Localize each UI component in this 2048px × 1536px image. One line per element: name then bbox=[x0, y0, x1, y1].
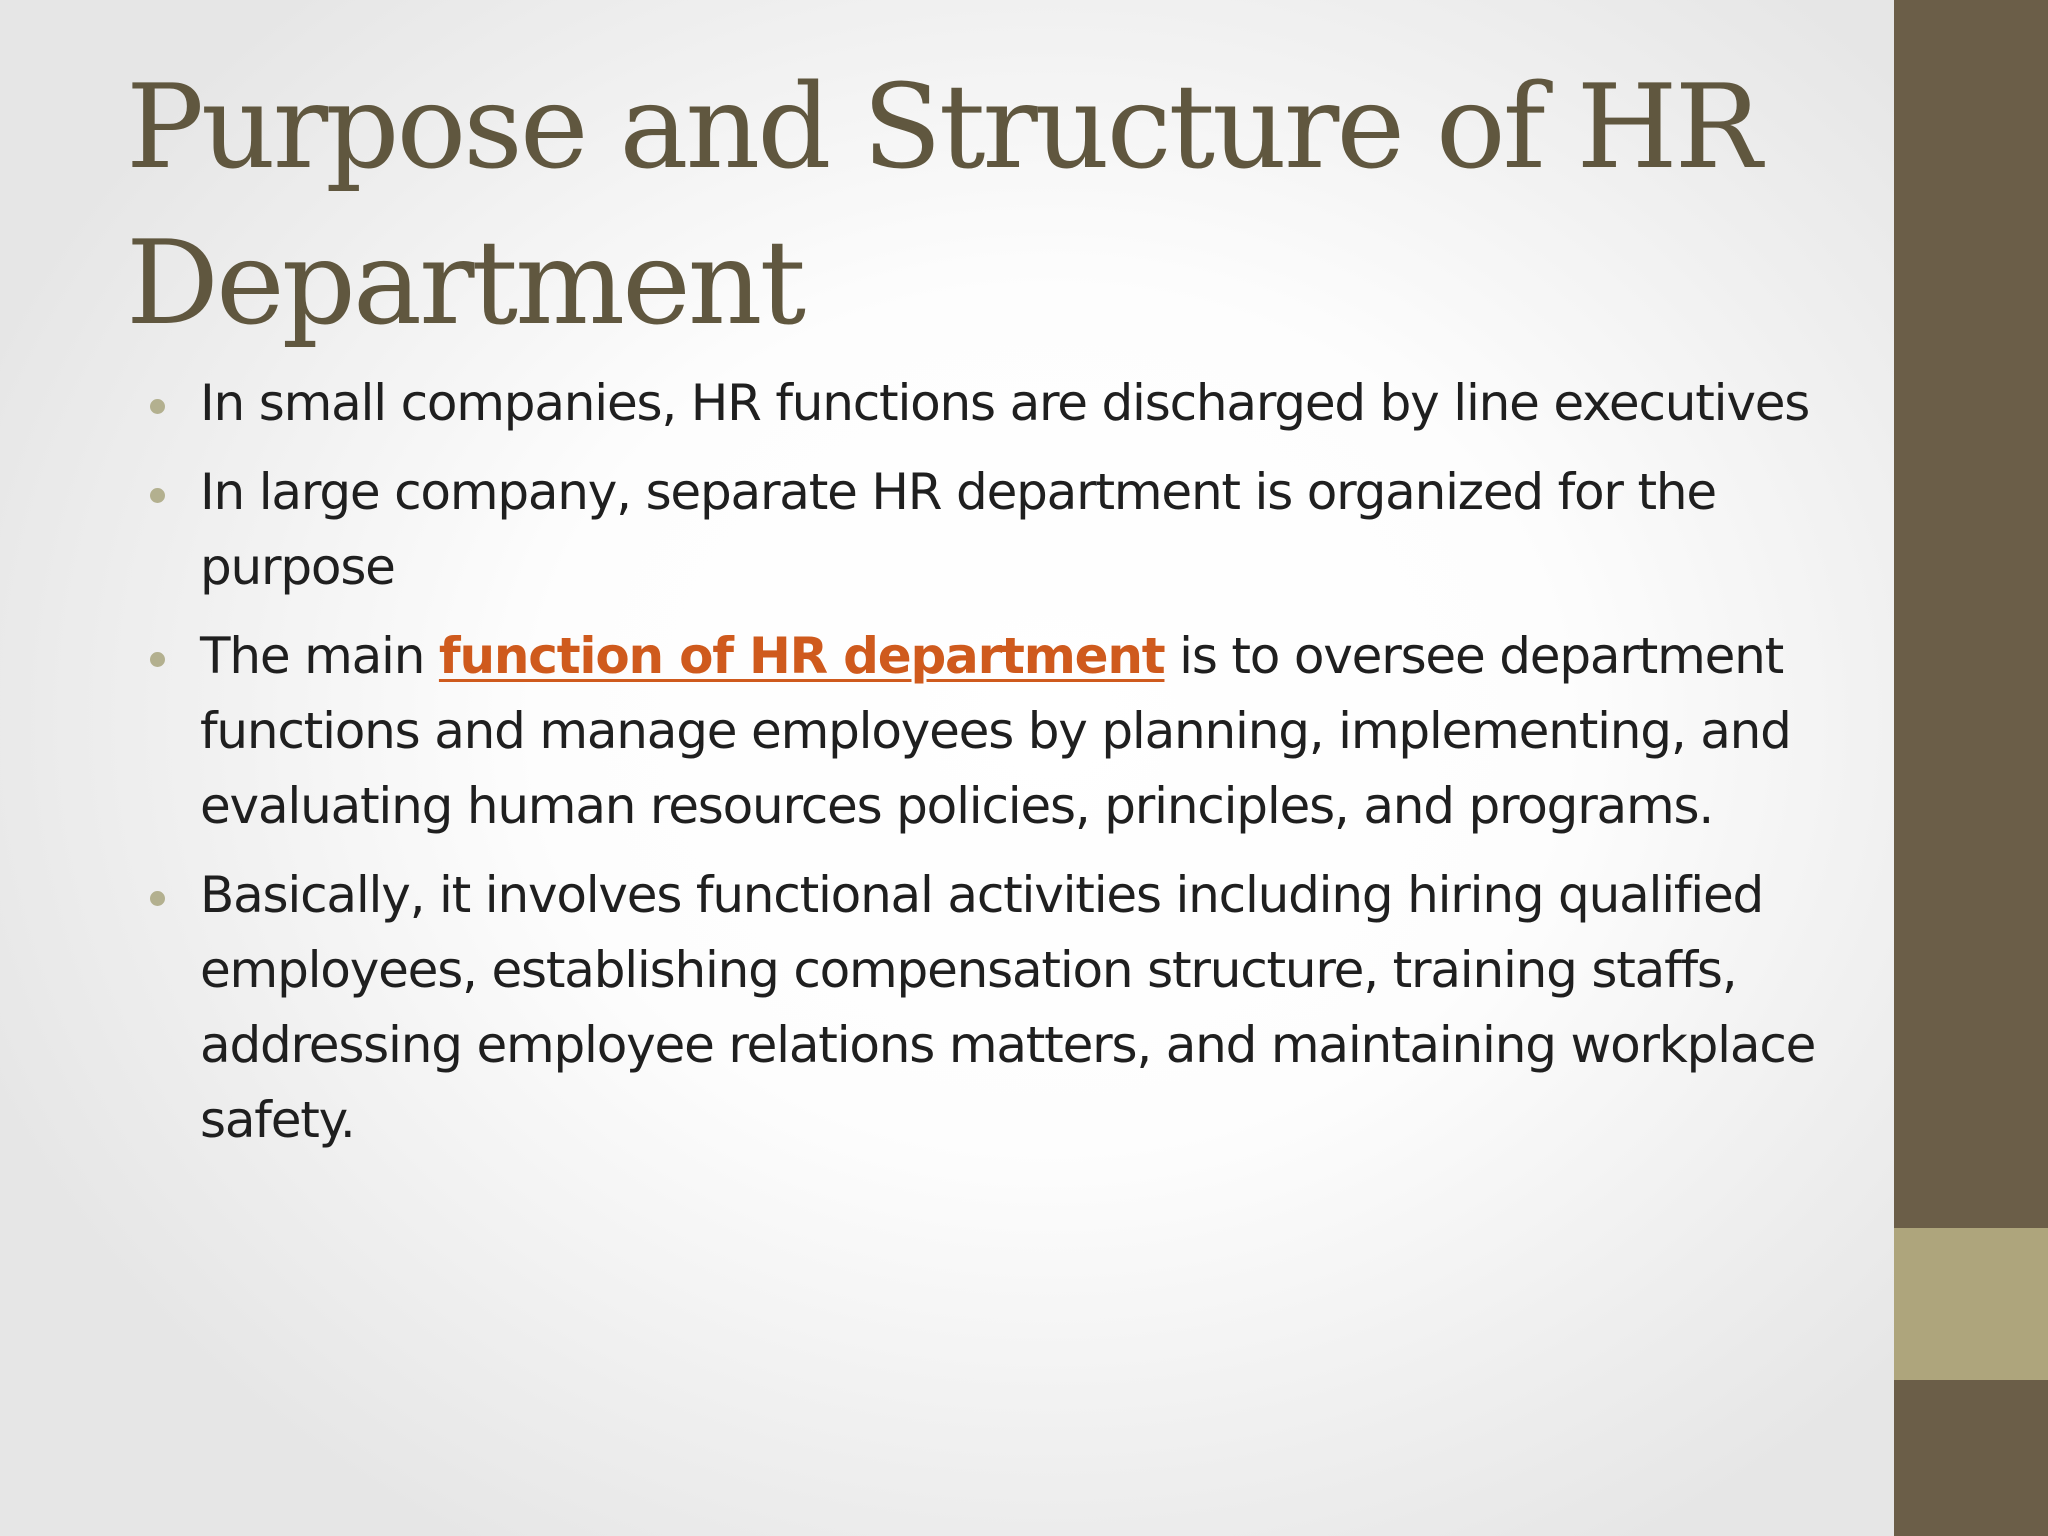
bullet-dot-icon bbox=[150, 891, 165, 906]
hr-function-link[interactable]: function of HR department bbox=[438, 627, 1165, 685]
bullet-text-before: The main bbox=[200, 627, 439, 685]
bullet-dot-icon bbox=[150, 652, 165, 667]
bullet-dot-icon bbox=[150, 488, 165, 503]
bullet-item bbox=[150, 366, 1830, 441]
bullet-text-after: is to oversee department functions and manage employees by planning, implementing, and evaluating human resources policies, principles, and programs. bbox=[200, 627, 1791, 835]
bullet-item bbox=[150, 858, 1830, 1158]
bullet-item bbox=[150, 455, 1830, 605]
bullet-text: In large company, separate HR department is organized for the purpose bbox=[200, 463, 1716, 596]
bullet-text: Basically, it involves functional activities including hiring qualified employees, establishing compensation structure, training staffs, addressing employee relations matters, and maintaining workplace safety. bbox=[200, 866, 1816, 1149]
slide-title: Purpose and Structure of HR Department bbox=[126, 60, 1760, 351]
side-accent-block bbox=[1894, 1228, 2048, 1380]
bullet-dot-icon bbox=[150, 399, 165, 414]
bullet-text: In small companies, HR functions are discharged by line executives bbox=[200, 374, 1810, 432]
bullet-list bbox=[150, 366, 1830, 1172]
bullet-item bbox=[150, 619, 1830, 844]
